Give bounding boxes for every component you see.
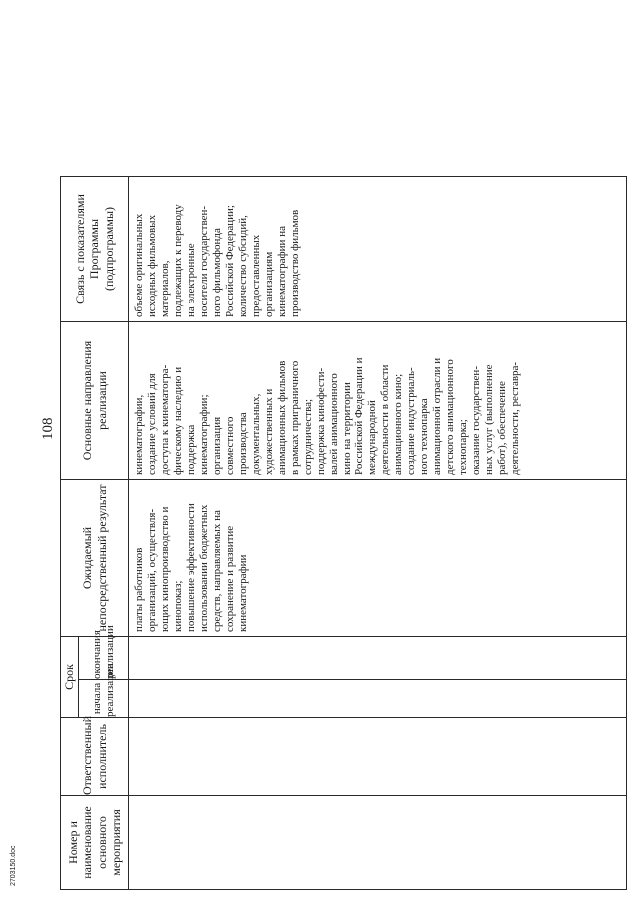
link-indicators-line: предоставленных bbox=[249, 234, 262, 317]
cell-expected-result bbox=[129, 480, 627, 637]
link-indicators-line: производство фильмов bbox=[288, 209, 301, 317]
link-indicators-line: подлежащих к переводу bbox=[171, 204, 184, 317]
expected-result-line: платы работников bbox=[133, 547, 145, 632]
link-indicators-line: материалов, bbox=[158, 260, 171, 317]
page-number: 108 bbox=[40, 417, 56, 440]
cell-link-indicators bbox=[129, 177, 627, 322]
main-directions-line: кинематографии; bbox=[197, 394, 210, 475]
main-directions-line: анимационного кино; bbox=[392, 373, 405, 475]
header-responsible: Ответственный исполнитель bbox=[61, 718, 129, 796]
main-directions-line: Российской Федерации и bbox=[353, 357, 366, 475]
table-row bbox=[129, 15, 627, 890]
main-directions-line: кинематографии, bbox=[133, 394, 145, 475]
header-expected-result: Ожидаемый непосредственный результат bbox=[61, 480, 129, 637]
link-indicators-text bbox=[133, 181, 302, 317]
expected-result-text bbox=[133, 484, 250, 632]
cell-number-and-name bbox=[129, 796, 627, 890]
link-indicators-line: носители государствен- bbox=[197, 205, 210, 317]
expected-result-line: ющих кинопроизводство и bbox=[158, 506, 171, 632]
link-indicators-line: организациям bbox=[262, 251, 275, 317]
main-directions-line: поддержка bbox=[184, 424, 197, 475]
link-indicators-line: Российской Федерации; bbox=[223, 205, 236, 317]
header-term-start: начала реализации bbox=[79, 680, 129, 718]
cell-term-start bbox=[129, 680, 627, 718]
header-number-and-name: Номер и наименование основного мероприятия bbox=[61, 796, 129, 890]
main-directions-line: валей анимационного bbox=[327, 373, 340, 475]
main-directions-line: ного технопарка bbox=[418, 398, 431, 475]
cell-main-directions bbox=[129, 322, 627, 480]
expected-result-line: повышение эффективности bbox=[184, 503, 197, 632]
main-directions-line: художественных и bbox=[262, 388, 275, 475]
link-indicators-line: кинематографии на bbox=[275, 226, 288, 317]
main-directions-line: международной bbox=[366, 400, 379, 475]
main-directions-line: организация bbox=[210, 416, 223, 475]
link-indicators-line: объеме оригинальных bbox=[133, 213, 145, 317]
header-term: Срок bbox=[61, 637, 79, 718]
main-directions-line: доступа к кинематогра- bbox=[158, 364, 171, 475]
main-directions-line: анимационной отрасли и bbox=[431, 357, 444, 475]
main-directions-line: документальных, bbox=[249, 393, 262, 475]
main-directions-line: деятельности в области bbox=[379, 364, 392, 475]
main-directions-line: фическому наследию и bbox=[171, 366, 184, 475]
cell-responsible bbox=[129, 718, 627, 796]
expected-result-line: средств, направляемых на bbox=[210, 510, 223, 632]
main-directions-line: кино на территории bbox=[340, 382, 353, 475]
header-link-indicators: Связь с показателями Программы (подпрограммы) bbox=[61, 177, 129, 322]
main-directions-line: технопарка; bbox=[457, 419, 470, 475]
link-indicators-line: количество субсидий, bbox=[236, 215, 249, 317]
main-directions-line: ных услуг (выполнение bbox=[483, 364, 496, 475]
main-directions-line: сотрудничества; bbox=[301, 398, 314, 475]
expected-result-line: сохранение и развитие bbox=[223, 525, 236, 632]
main-directions-line: производства bbox=[236, 412, 249, 475]
program-activities-table bbox=[60, 14, 627, 890]
main-directions-line: оказание государствен- bbox=[470, 366, 483, 475]
cell-term-end bbox=[129, 637, 627, 680]
header-term-end: окончания реализации bbox=[79, 637, 129, 680]
main-directions-line: поддержка кинофести- bbox=[314, 367, 327, 475]
main-directions-line: создание индустриаль- bbox=[405, 367, 418, 475]
expected-result-line: кинематографии bbox=[236, 554, 249, 632]
main-directions-line: анимационных фильмов bbox=[275, 360, 288, 475]
expected-result-line: кинопоказ; bbox=[171, 580, 184, 632]
main-directions-line: совместного bbox=[223, 416, 236, 475]
header-main-directions: Основные направления реализации bbox=[61, 322, 129, 480]
expected-result-line: организаций, осуществля- bbox=[145, 508, 158, 632]
main-directions-line: создание условий для bbox=[145, 373, 158, 475]
expected-result-line: использовании бюджетных bbox=[197, 504, 210, 632]
link-indicators-line: ного фильмофонда bbox=[210, 228, 223, 317]
program-table-rotated bbox=[60, 15, 627, 890]
main-directions-line: деятельности, реставра- bbox=[509, 361, 522, 475]
main-directions-line: работ), обеспечение bbox=[496, 381, 509, 475]
main-directions-line: в рамках приграничного bbox=[288, 360, 301, 475]
main-directions-line: детского анимационного bbox=[444, 359, 457, 475]
link-indicators-line: на электронные bbox=[184, 243, 197, 317]
link-indicators-line: исходных фильмовых bbox=[145, 214, 158, 317]
document-id: 2703150.doc bbox=[10, 845, 17, 886]
main-directions-text bbox=[133, 326, 522, 475]
